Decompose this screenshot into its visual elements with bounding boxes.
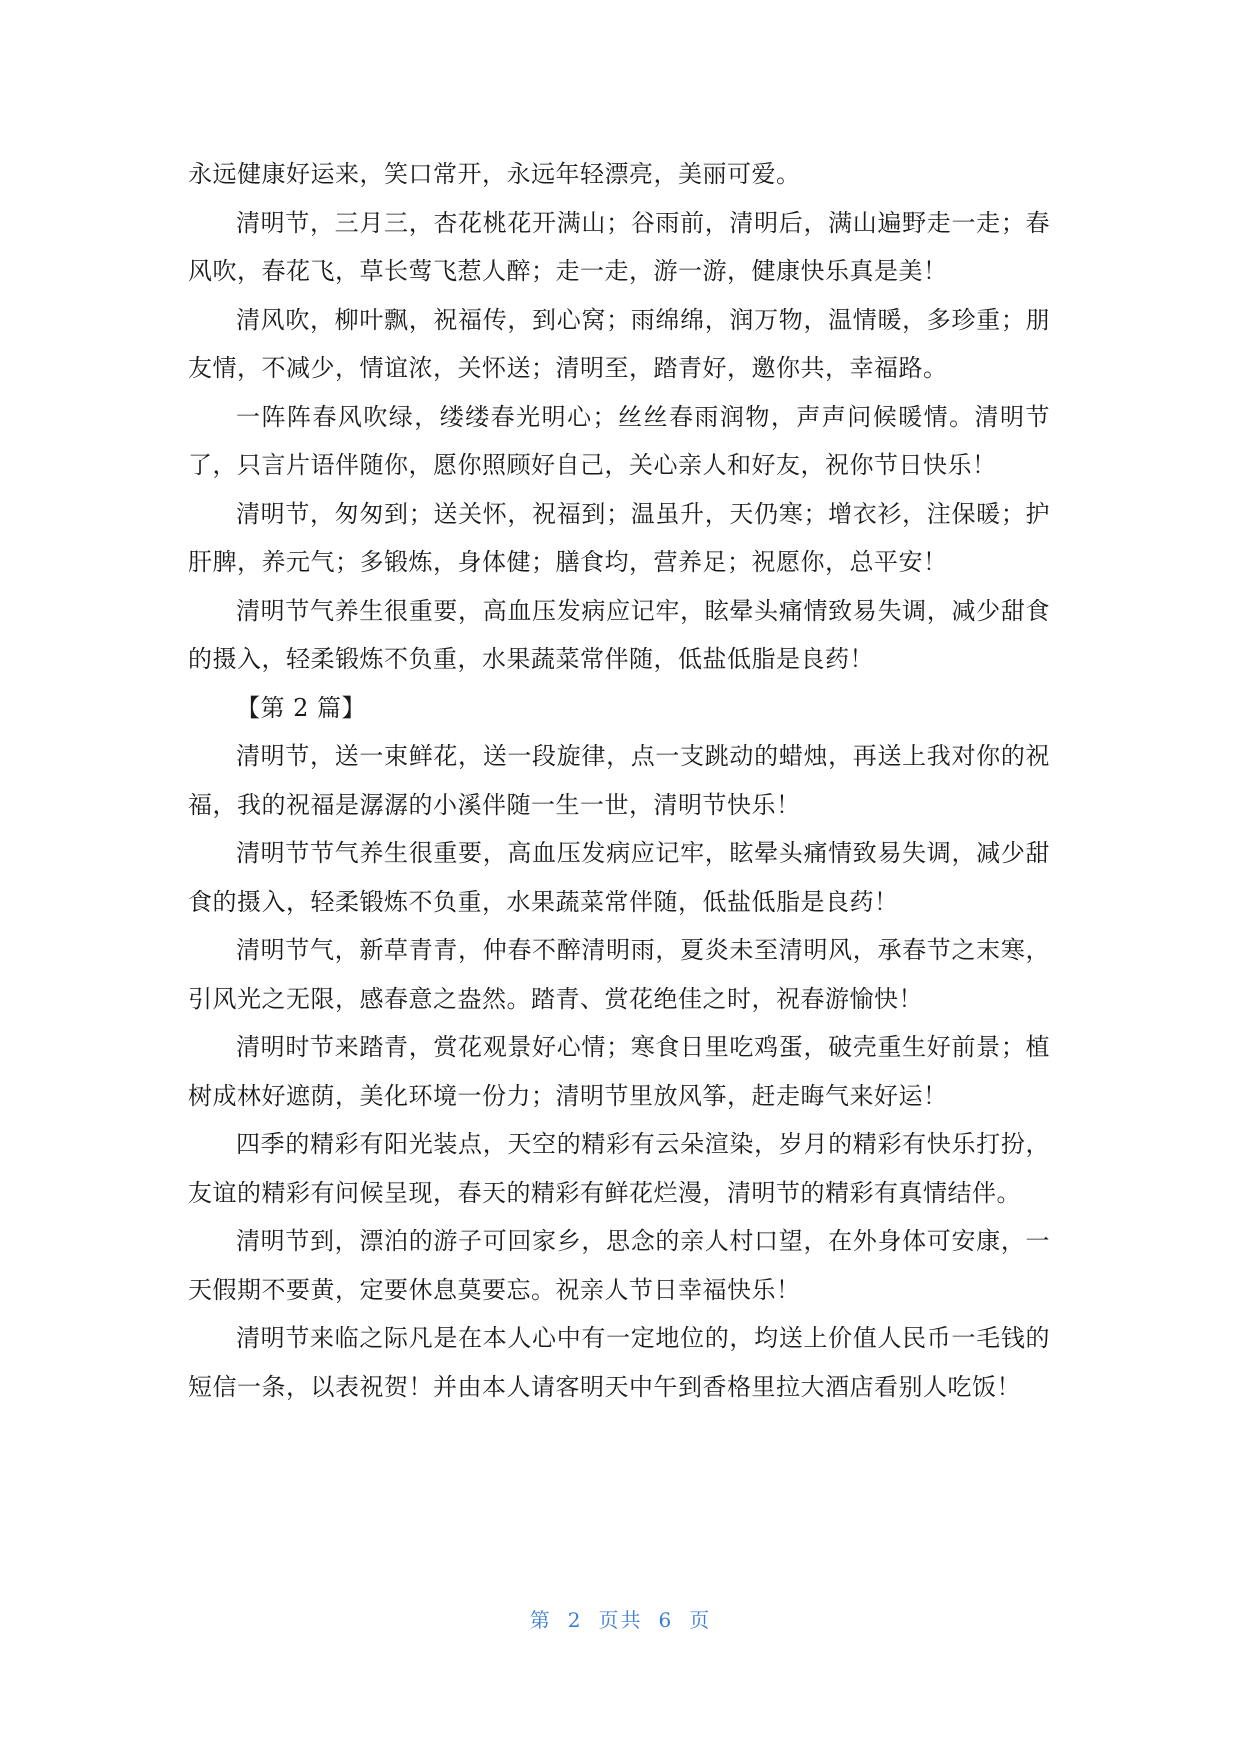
paragraph: 清风吹，柳叶飘，祝福传，到心窝；雨绵绵，润万物，温情暖，多珍重；朋友情，不减少，情谊浓，关怀送；清明至，踏青好，邀你共，幸福路。 — [188, 305, 1050, 382]
document-body — [188, 150, 1050, 1411]
paragraph: 清明节气，新草青青，仲春不醉清明雨，夏炎未至清明风，承春节之末寒，引风光之无限，感春意之盎然。踏青、赏花绝佳之时，祝春游愉快！ — [188, 936, 1050, 1013]
footer-suffix: 页 — [689, 1608, 712, 1632]
paragraph: 一阵阵春风吹绿，缕缕春光明心；丝丝春雨润物，声声问候暖情。清明节了，只言片语伴随你，愿你照顾好自己，关心亲人和好友，祝你节日快乐！ — [188, 402, 1050, 479]
footer-middle: 页共 — [598, 1608, 643, 1632]
paragraph: 清明时节来踏青，赏花观景好心情；寒食日里吃鸡蛋，破壳重生好前景；植树成林好遮荫，美化环境一份力；清明节里放风筝，赶走晦气来好运！ — [188, 1033, 1050, 1110]
section-heading: 【第 2 篇】 — [236, 693, 367, 722]
paragraph: 清明节，匆匆到；送关怀，祝福到；温虽升，天仍寒；增衣衫，注保暖；护肝脾，养元气；多锻炼，身体健；膳食均，营养足；祝愿你，总平安！ — [188, 499, 1050, 576]
paragraph: 清明节，送一束鲜花，送一段旋律，点一支跳动的蜡烛，再送上我对你的祝福，我的祝福是潺潺的小溪伴随一生一世，清明节快乐！ — [188, 742, 1050, 819]
footer-total-pages: 6 — [658, 1608, 674, 1632]
paragraph: 清明节，三月三，杏花桃花开满山；谷雨前，清明后，满山遍野走一走；春风吹，春花飞，草长莺飞惹人醉；走一走，游一游，健康快乐真是美！ — [188, 208, 1050, 285]
paragraph: 清明节来临之际凡是在本人心中有一定地位的，均送上价值人民币一毛钱的短信一条，以表祝贺！并由本人请客明天中午到香格里拉大酒店看别人吃饭！ — [188, 1324, 1050, 1401]
paragraph: 清明节节气养生很重要，高血压发病应记牢，眩晕头痛情致易失调，减少甜食的摄入，轻柔锻炼不负重，水果蔬菜常伴随，低盐低脂是良药！ — [188, 839, 1050, 916]
page-footer — [0, 1604, 1241, 1633]
paragraph: 四季的精彩有阳光装点，天空的精彩有云朵渲染，岁月的精彩有快乐打扮，友谊的精彩有问候呈现，春天的精彩有鲜花烂漫，清明节的精彩有真情结伴。 — [188, 1130, 1050, 1207]
footer-prefix: 第 — [529, 1608, 552, 1632]
paragraph: 永远健康好运来，笑口常开，永远年轻漂亮，美丽可爱。 — [188, 160, 801, 188]
footer-current-page: 2 — [567, 1608, 583, 1632]
paragraph: 清明节到，漂泊的游子可回家乡，思念的亲人村口望，在外身体可安康，一天假期不要黄，定要休息莫要忘。祝亲人节日幸福快乐！ — [188, 1227, 1050, 1304]
paragraph: 清明节气养生很重要，高血压发病应记牢，眩晕头痛情致易失调，减少甜食的摄入，轻柔锻炼不负重，水果蔬菜常伴随，低盐低脂是良药！ — [188, 596, 1050, 673]
